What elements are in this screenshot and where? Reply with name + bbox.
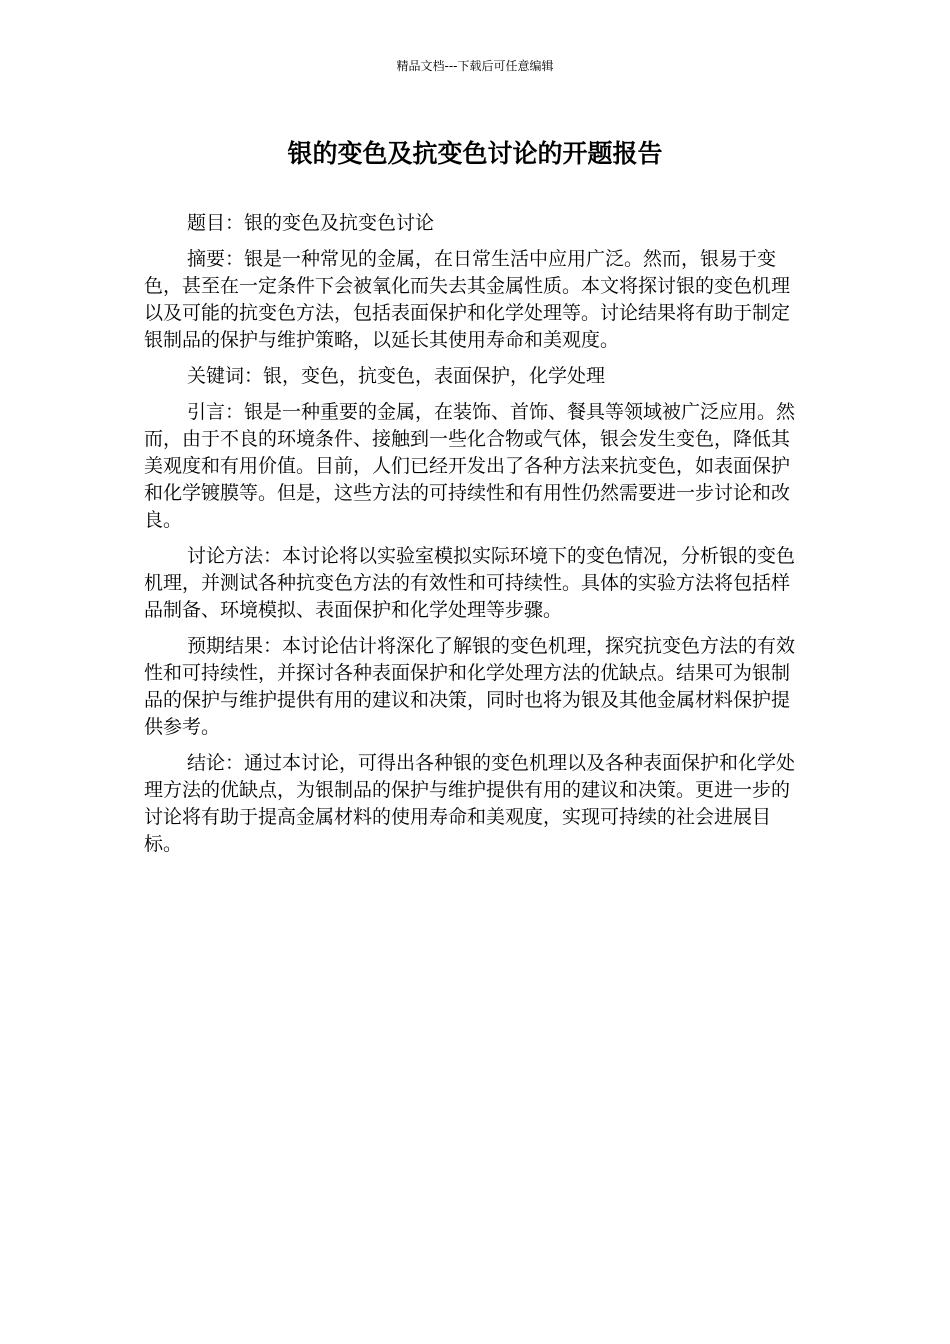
keywords-text: 银，变色，抗变色，表面保护，化学处理 bbox=[263, 365, 606, 387]
keywords-label: 关键词： bbox=[187, 365, 264, 387]
document-title: 银的变色及抗变色讨论的开题报告 bbox=[287, 139, 663, 168]
keywords-paragraph bbox=[144, 363, 796, 390]
conclusion-label: 结论： bbox=[187, 752, 245, 774]
conclusion-text: 通过本讨论，可得出各种银的变色机理以及各种表面保护和化学处理方法的优缺点，为银制品的保护与维护提供有用的建议和决策。更进一步的讨论将有助于提高金属材料的使用寿命和美观度，实现可持续的社会进展目标。 bbox=[144, 752, 796, 855]
method-text: 本讨论将以实验室模拟实际环境下的变色情况，分析银的变色机理，并测试各种抗变色方法的有效性和可持续性。具体的实验方法将包括样品制备、环境模拟、表面保护和化学处理等步骤。 bbox=[144, 545, 796, 621]
expected-results-label: 预期结果： bbox=[187, 635, 283, 657]
introduction-text: 银是一种重要的金属，在装饰、首饰、餐具等领域被广泛应用。然而，由于不良的环境条件、接触到一些化合物或气体，银会发生变色，降低其美观度和有用价值。目前，人们已经开发出了各种方法来抗变色，如表面保护和化学镀膜等。但是，这些方法的可持续性和有用性仍然需要进一步讨论和改良。 bbox=[144, 401, 796, 531]
abstract-paragraph bbox=[144, 246, 796, 354]
expected-results-text: 本讨论估计将深化了解银的变色机理，探究抗变色方法的有效性和可持续性，并探讨各种表面保护和化学处理方法的优缺点。结果可为银制品的保护与维护提供有用的建议和决策，同时也将为银及其他金属材料保护提供参考。 bbox=[144, 635, 796, 738]
topic-text: 银的变色及抗变色讨论 bbox=[244, 212, 435, 234]
abstract-label: 摘要： bbox=[187, 248, 245, 270]
topic-label: 题目： bbox=[187, 212, 245, 234]
introduction-label: 引言： bbox=[187, 401, 245, 423]
topic-paragraph bbox=[144, 210, 796, 237]
method-label: 讨论方法： bbox=[187, 545, 283, 567]
expected-results-paragraph bbox=[144, 633, 796, 741]
abstract-text: 银是一种常见的金属，在日常生活中应用广泛。然而，银易于变色，甚至在一定条件下会被氧化而失去其金属性质。本文将探讨银的变色机理以及可能的抗变色方法，包括表面保护和化学处理等。讨论结果将有助于制定银制品的保护与维护策略，以延长其使用寿命和美观度。 bbox=[144, 248, 791, 351]
conclusion-paragraph bbox=[144, 750, 796, 858]
header-note: 精品文档---下载后可任意编辑 bbox=[396, 59, 554, 73]
method-paragraph bbox=[144, 543, 796, 624]
introduction-paragraph bbox=[144, 399, 796, 534]
document-body bbox=[144, 210, 796, 867]
